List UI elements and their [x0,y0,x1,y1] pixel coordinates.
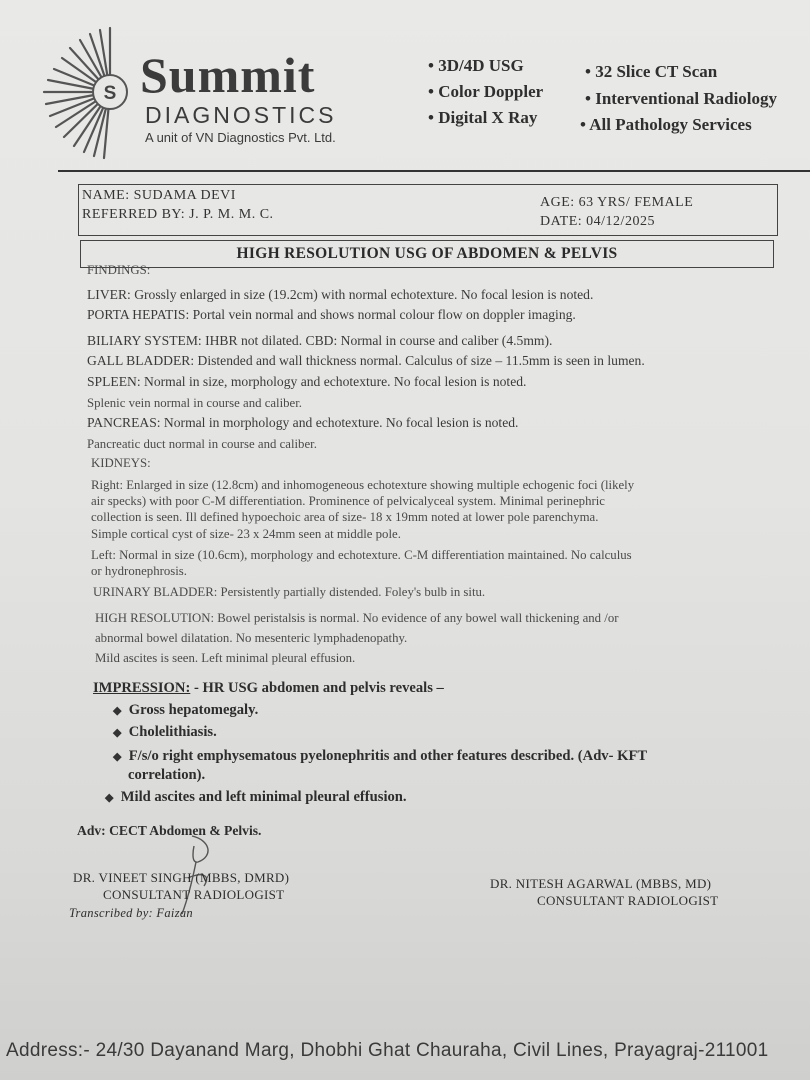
finding-line: SPLEEN: Normal in size, morphology and echotexture. No focal lesion is noted. [87,374,527,389]
impression-item: ◆ Cholelithiasis. [113,724,217,740]
service-item: • 3D/4D USG [428,56,524,75]
finding-line: GALL BLADDER: Distended and wall thickness normal. Calculus of size – 11.5mm is seen in lumen. [87,353,645,368]
referred-by: REFERRED BY: J. P. M. M. C. [82,207,274,222]
patient-age: AGE: 63 YRS/ FEMALE [540,195,694,210]
bullet-icon: ◆ [113,751,122,763]
findings-heading: FINDINGS: [87,263,151,277]
finding-line: PANCREAS: Normal in morphology and echotexture. No focal lesion is noted. [87,415,519,430]
left-doctor-title: CONSULTANT RADIOLOGIST [103,887,285,902]
service-item: • 32 Slice CT Scan [585,62,718,81]
finding-line: abnormal bowel dilatation. No mesenteric lymphadenopathy. [95,631,408,645]
brand-name: Summit [140,47,316,103]
summit-logo-icon [28,22,138,162]
transcribed-by: Transcribed by: Faizan [69,906,193,920]
finding-line: Simple cortical cyst of size- 23 x 24mm seen at middle pole. [91,527,401,541]
header-divider [58,170,810,172]
finding-line: BILIARY SYSTEM: IHBR not dilated. CBD: Normal in course and caliber (4.5mm). [87,333,553,348]
impression-item: ◆ F/s/o right emphysematous pyelonephritis and other features described. (Adv- KFT [113,748,648,764]
logo-letter: S [103,83,117,104]
finding-line: HIGH RESOLUTION: Bowel peristalsis is normal. No evidence of any bowel wall thickening and /or [95,611,619,625]
impression-intro: - HR USG abdomen and pelvis reveals – [190,680,444,696]
impression-heading: IMPRESSION: [93,680,191,696]
service-item: • All Pathology Services [580,115,752,134]
finding-line: collection is seen. Ill defined hypoechoic area of size- 18 x 19mm noted at lower pole parenchyma. [91,510,599,524]
bullet-icon: ◆ [105,792,114,804]
report-title: HIGH RESOLUTION USG OF ABDOMEN & PELVIS [80,240,774,268]
service-item: • Color Doppler [428,82,544,101]
impression-item-cont: correlation). [128,767,206,783]
brand-subtitle: DIAGNOSTICS [145,102,337,128]
finding-line: Left: Normal in size (10.6cm), morphology and echotexture. C-M differentiation maintained. No calculus [91,548,632,562]
right-doctor-title: CONSULTANT RADIOLOGIST [537,893,719,908]
report-date: DATE: 04/12/2025 [540,214,655,229]
service-item: • Interventional Radiology [585,89,778,108]
finding-line: Mild ascites is seen. Left minimal pleural effusion. [95,651,356,665]
finding-line: PORTA HEPATIS: Portal vein normal and shows normal colour flow on doppler imaging. [87,307,576,322]
bullet-icon: ◆ [113,727,122,739]
service-item: • Digital X Ray [428,108,538,127]
finding-line: LIVER: Grossly enlarged in size (19.2cm) with normal echotexture. No focal lesion is noted. [87,287,594,302]
finding-line: or hydronephrosis. [91,564,187,578]
impression-item: ◆ Gross hepatomegaly. [113,702,259,718]
brand-unit: A unit of VN Diagnostics Pvt. Ltd. [145,130,336,145]
kidneys-heading: KIDNEYS: [91,456,151,470]
finding-line: Splenic vein normal in course and caliber. [87,396,302,410]
finding-line: air specks) with poor C-M differentiation. Prominence of pelvicalyceal system. Minimal perinephric [91,494,605,508]
impression-line [93,680,444,697]
footer-address: Address:- 24/30 Dayanand Marg, Dhobhi Ghat Chauraha, Civil Lines, Prayagraj-211001 [6,1040,769,1061]
advice: Adv: CECT Abdomen & Pelvis. [77,823,262,838]
finding-line: Right: Enlarged in size (12.8cm) and inhomogeneous echotexture showing multiple echogenic foci (likely [91,478,635,492]
right-doctor-name: DR. NITESH AGARWAL (MBBS, MD) [490,876,712,891]
left-doctor-name: DR. VINEET SINGH (MBBS, DMRD) [73,870,290,885]
impression-item: ◆ Mild ascites and left minimal pleural effusion. [105,789,407,805]
patient-name: NAME: SUDAMA DEVI [82,188,236,203]
finding-line: URINARY BLADDER: Persistently partially distended. Foley's bulb in situ. [93,585,486,599]
bullet-icon: ◆ [113,705,122,717]
finding-line: Pancreatic duct normal in course and caliber. [87,437,317,451]
